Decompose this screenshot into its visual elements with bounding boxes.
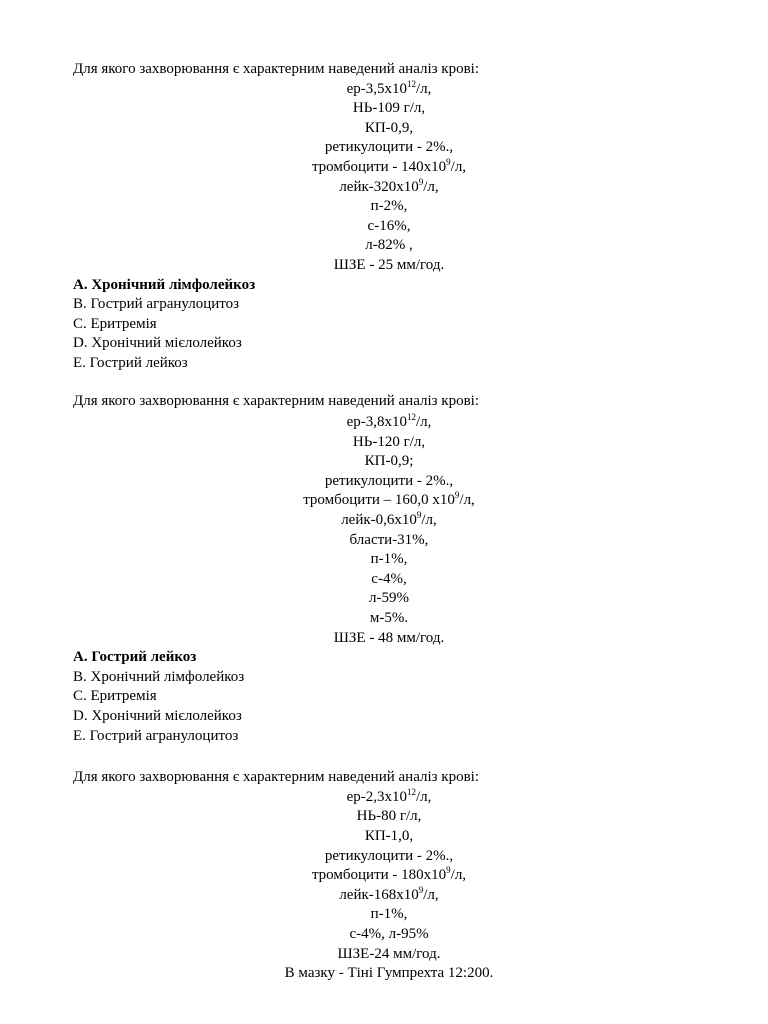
answer-option-correct: А. Гострий лейкоз [73,649,197,666]
answer-option-correct: А. Хронічний лімфолейкоз [73,276,256,293]
answer-option: С. Еритремія [73,688,157,705]
lab-line: л-59% [369,590,409,607]
answer-option: Е. Гострий лейкоз [73,354,188,371]
lab-line: КП-0,9; [364,453,414,470]
lab-line: ретикулоцити - 2%., [324,847,454,864]
lab-line: $ер-3,5х10^{12}/л$, [346,78,432,97]
question-2-lab-results [73,413,705,648]
lab-line: тромбоцити – 160,0 $х10^9/л$, [303,490,475,509]
lab-line: НЬ-80 г/л, [356,808,422,825]
answer-option: С. Еритремія [73,315,157,332]
lab-line: ШЗЕ-24 мм/год. [337,945,441,962]
lab-line: с-16%, [367,217,411,234]
lab-line: с-4%, л-95% [349,925,429,942]
lab-line: м-5%. [369,610,409,627]
lab-line: ретикулоцити - 2%., [324,472,454,489]
answer-option: В. Гострий агранулоцитоз [73,296,240,313]
lab-line: НЬ-109 г/л, [352,100,426,117]
question-2-options [73,648,705,746]
lab-line: ШЗЕ - 25 мм/год. [333,256,445,273]
lab-line: п-1%, [370,906,408,923]
lab-line: ШЗЕ - 48 мм/год. [333,629,445,646]
lab-line: с-4%, [371,570,407,587]
question-3-lab-results [73,788,705,984]
answer-option: Е. Гострий агранулоцитоз [73,727,239,744]
lab-line: КП-1,0, [364,827,414,844]
lab-line: лейк-$0,6х10^9/л$, [341,510,437,529]
lab-line: $ер-2,3х10^{12}/л$, [346,786,432,805]
answer-option: В. Хронічний лімфолейкоз [73,668,245,685]
lab-line: л-82% , [365,237,413,254]
lab-line: НЬ-120 г/л, [352,433,426,450]
lab-line: п-2%, [370,198,408,215]
question-2-prompt: Для якого захворювання є характерним наведений аналіз крові: [73,392,480,409]
spacer [73,374,705,392]
question-3-prompt: Для якого захворювання є характерним наведений аналіз крові: [73,769,480,786]
lab-line: п-1%, [370,551,408,568]
lab-line: лейк-$168х10^9/л$, [339,884,439,903]
question-1-lab-results [73,80,705,276]
lab-line: ретикулоцити - 2%., [324,139,454,156]
question-1-options [73,276,705,374]
lab-line: $ер-3,8х10^{12}/л$, [346,412,432,431]
document-page [73,60,705,984]
lab-line: тромбоцити - $180х10^9/л$, [311,865,467,884]
lab-line: бласти-31%, [349,531,429,548]
lab-line: КП-0,9, [364,119,414,136]
spacer [73,746,705,768]
answer-option: D. Хронічний мієлолейкоз [73,708,242,724]
lab-line: тромбоцити - $140х10^9/л$, [311,156,467,175]
lab-line: В мазку - Тіні Гумпрехта 12:200. [284,965,494,982]
answer-option: D. Хронічний мієлолейкоз [73,335,242,352]
lab-line: лейк-$320х10^9/л$, [339,176,439,195]
question-1-prompt: Для якого захворювання є характерним наведений аналіз крові: [73,61,480,77]
